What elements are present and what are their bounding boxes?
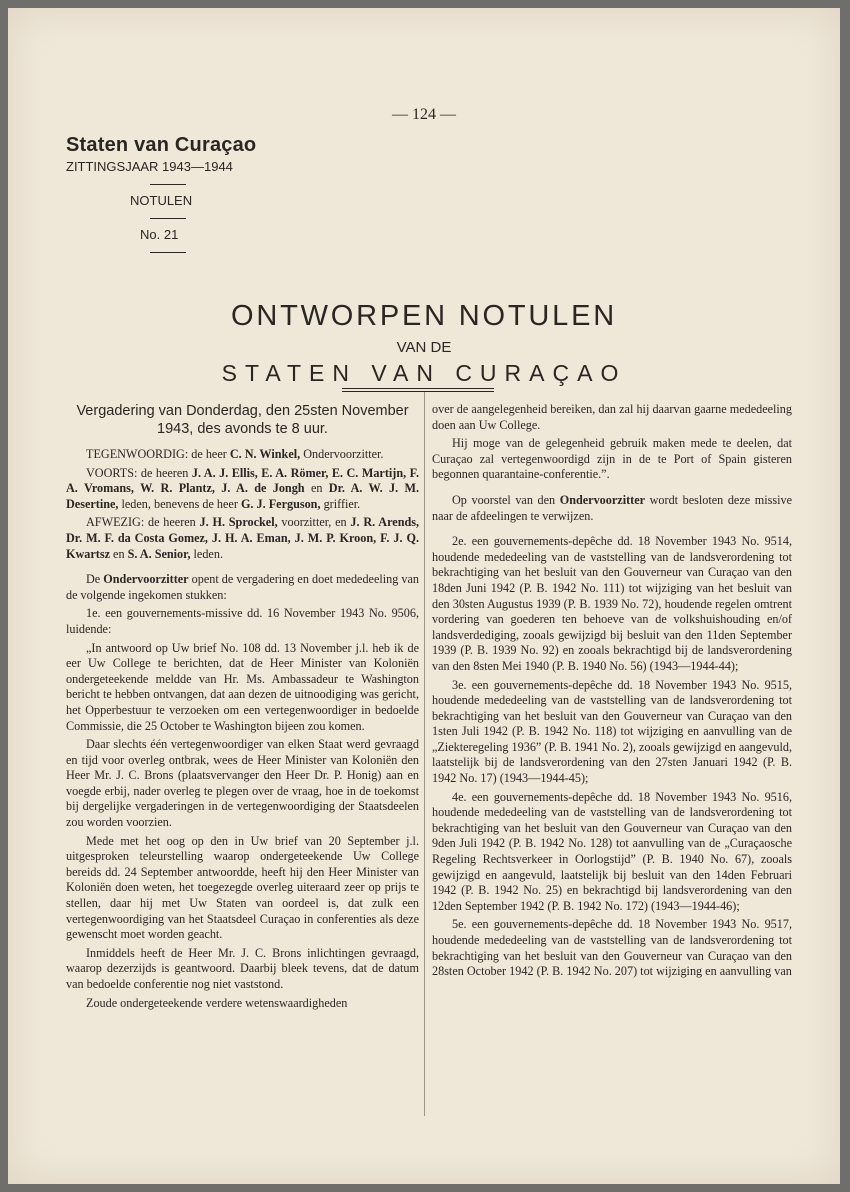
quote-paragraph: Zoude ondergeteekende verdere wetenswaardigheden bbox=[86, 995, 348, 1010]
continued-paragraph: Hij moge van de gelegenheid gebruik maken mede te deelen, dat Curaçao zal vertegenwoordigd zijn in de te Port of Spain gisteren begonnen quarantaine-conferentie.”. bbox=[432, 436, 792, 482]
item-4: 4e. een gouvernements-depêche dd. 18 November 1943 No. 9516, houdende mededeeling van de vaststelling van de landsverordening tot bekrachtiging van het besluit van den Gouverneur van Curaçao van den 9den Juli 1942 (P. B. 1942 No. 128) tot aanvulling van de „Curaçaosche Regeling Rechtsverkeer in Oorlogstijd” (P. B. 1940 No. 67), zooals gewijzigd en aangevuld, laatstelijk bij besluit van den 14den Februari 1942 (P. B. 1942 No. 25) en bekrachtigd bij landsverordening van den 12den September 1942 (P. B. 1942 No. 172) (1943—1944-46); bbox=[432, 789, 792, 913]
attendance-also: VOORTS: de heeren J. A. J. Ellis, E. A. Römer, E. C. Martijn, F. A. Vromans, W. R. Plantz, J. A. de Jongh en Dr. A. W. J. M. Desertine, leden, benevens de heer G. J. Ferguson, griffier. bbox=[66, 465, 420, 511]
opening-paragraph: De Ondervoorzitter opent de vergadering en doet mededeeling van de volgende ingekomen stukken: bbox=[66, 572, 419, 602]
right-column bbox=[432, 402, 792, 983]
masthead-divider bbox=[150, 218, 186, 219]
item-1: 1e. een gouvernements-missive dd. 16 November 1943 No. 9506, luidende: bbox=[66, 606, 419, 636]
masthead-title: Staten van Curaçao bbox=[66, 134, 257, 156]
main-title: ONTWORPEN NOTULEN bbox=[231, 300, 617, 332]
issue-number: No. 21 bbox=[140, 227, 179, 242]
masthead bbox=[66, 134, 266, 253]
quote-paragraph: Daar slechts één vertegenwoordiger van elken Staat werd gevraagd en tijd voor overleg ontbrak, wees de Heer Minister van Koloniën den Heer Mr. J. C. Brons (plaatsvervanger den Heer Dr. P. Honig) aan en voegde erbij, nader overleg te plegen over de vraag, hoe in de toekomst bij dergelijke vergaderingen in de vertegenwoordiging der Staatsdeelen zou worden voorzien. bbox=[66, 737, 419, 830]
decision-paragraph: Op voorstel van den Ondervoorzitter wordt besloten deze missive naar de afdeelingen te verwijzen. bbox=[432, 492, 792, 523]
meeting-heading: Vergadering van Donderdag, den 25sten November 1943, des avonds te 8 uur. bbox=[76, 403, 409, 437]
title-underline bbox=[342, 391, 494, 392]
quote-paragraph: Inmiddels heeft de Heer Mr. J. C. Brons inlichtingen gevraagd, waarop dezerzijds is geantwoord. Daarbij bleek tevens, dat de datum van bedoelde conferentie nog niet vaststond. bbox=[66, 945, 419, 991]
continued-paragraph: over de aangelegenheid bereiken, dan zal hij daarvan gaarne mededeeling doen aan Uw College. bbox=[432, 402, 792, 432]
quote-paragraph: Mede met het oog op den in Uw brief van 20 September j.l. uitgesproken teleurstelling waarop ondergeteekende Uw College bereids dd. 24 September antwoordde, heeft hij den Heer Minister van Koloniën doen weten, het toegezegde overleg uiteraard zeer op prijs te stellen, daar hij met Uw Staten van oordeel is, dat zulk een vertegenwoordiging van het Staatsdeel Curaçao in conferenties als deze gewenscht moet worden geacht. bbox=[66, 833, 419, 942]
masthead-divider bbox=[150, 252, 186, 253]
notulen-label: NOTULEN bbox=[130, 193, 193, 208]
quote-paragraph: „In antwoord op Uw brief No. 108 dd. 13 November j.l. heb ik de eer Uw College te berichten, dat de Heer Minister van Koloniën ondergeteekende meldde van Hr. Ms. Ambassadeur te Washington bericht te hebben ontvangen, dat aan dezen de uitnoodiging was gericht, het Opperbestuur te verzoeken om een vertegenwoordiger in bedoelde Commissie, die 25 October te Washington bijeen zou komen. bbox=[66, 640, 419, 733]
attendance-present: TEGENWOORDIG: de heer C. N. Winkel, Ondervoorzitter. bbox=[86, 447, 384, 461]
column-divider bbox=[424, 392, 425, 1116]
left-column bbox=[66, 402, 419, 1014]
title-underline bbox=[342, 388, 494, 389]
page-number: — 124 — bbox=[392, 106, 456, 123]
masthead-divider bbox=[150, 184, 186, 185]
attendance-absent: AFWEZIG: de heeren J. H. Sprockel, voorzitter, en J. R. Arends, Dr. M. F. da Costa Gomez, J. H. A. Eman, J. M. P. Kroon, F. J. Q. Kwartsz en S. A. Senior, leden. bbox=[66, 515, 420, 561]
item-2: 2e. een gouvernements-depêche dd. 18 November 1943 No. 9514, houdende mededeeling van de vaststelling van de landsverordening tot bekrachtiging van het besluit van den Gouverneur van Curaçao van den 18den Juni 1942 (P. B. 1942 No. 111) tot wijziging van het besluit van den 30sten Augustus 1939 (P. B. 1939 No. 72), houdende regelen omtrent vordering van goederen ten behoeve van de volkshuishouding en/of landsverdediging, zooals gewijzigd bij besluit van den 11den September 1939 (P. B. 1939 No. 92) en zooals bekrachtigd bij de landsverordening van den 8sten Mei 1940 (P. B. 1940 No. 56) (1943—1944-44); bbox=[432, 534, 792, 673]
title-connector: VAN DE bbox=[396, 339, 452, 356]
document-page bbox=[8, 8, 840, 1184]
item-3: 3e. een gouvernements-depêche dd. 18 November 1943 No. 9515, houdende mededeeling van de vaststelling van de landsverordening tot bekrachtiging van het besluit van den Gouverneur van Curaçao van den 1sten Juli 1942 (P. B. 1942 No. 118) tot wijziging en aanvulling van de „Ziekteregeling 1936” (P. B. 1941 No. 2), zooals gewijzigd en aangevuld, laatstelijk bij de landsverordening van den 27sten Januari 1942 (P. B. 1942 No. 17) (1943—1944-45); bbox=[432, 677, 792, 786]
item-5: 5e. een gouvernements-depêche dd. 18 November 1943 No. 9517, houdende mededeeling van de vaststelling van de landsverordening tot bekrachtiging van het besluit van den Gouverneur van Curaçao van den 28sten October 1942 (P. B. 1942 No. 207) tot wijziging en aanvulling van bbox=[432, 917, 792, 979]
subtitle: STATEN VAN CURAÇAO bbox=[221, 360, 627, 386]
session-year: ZITTINGSJAAR 1943—1944 bbox=[66, 159, 233, 174]
